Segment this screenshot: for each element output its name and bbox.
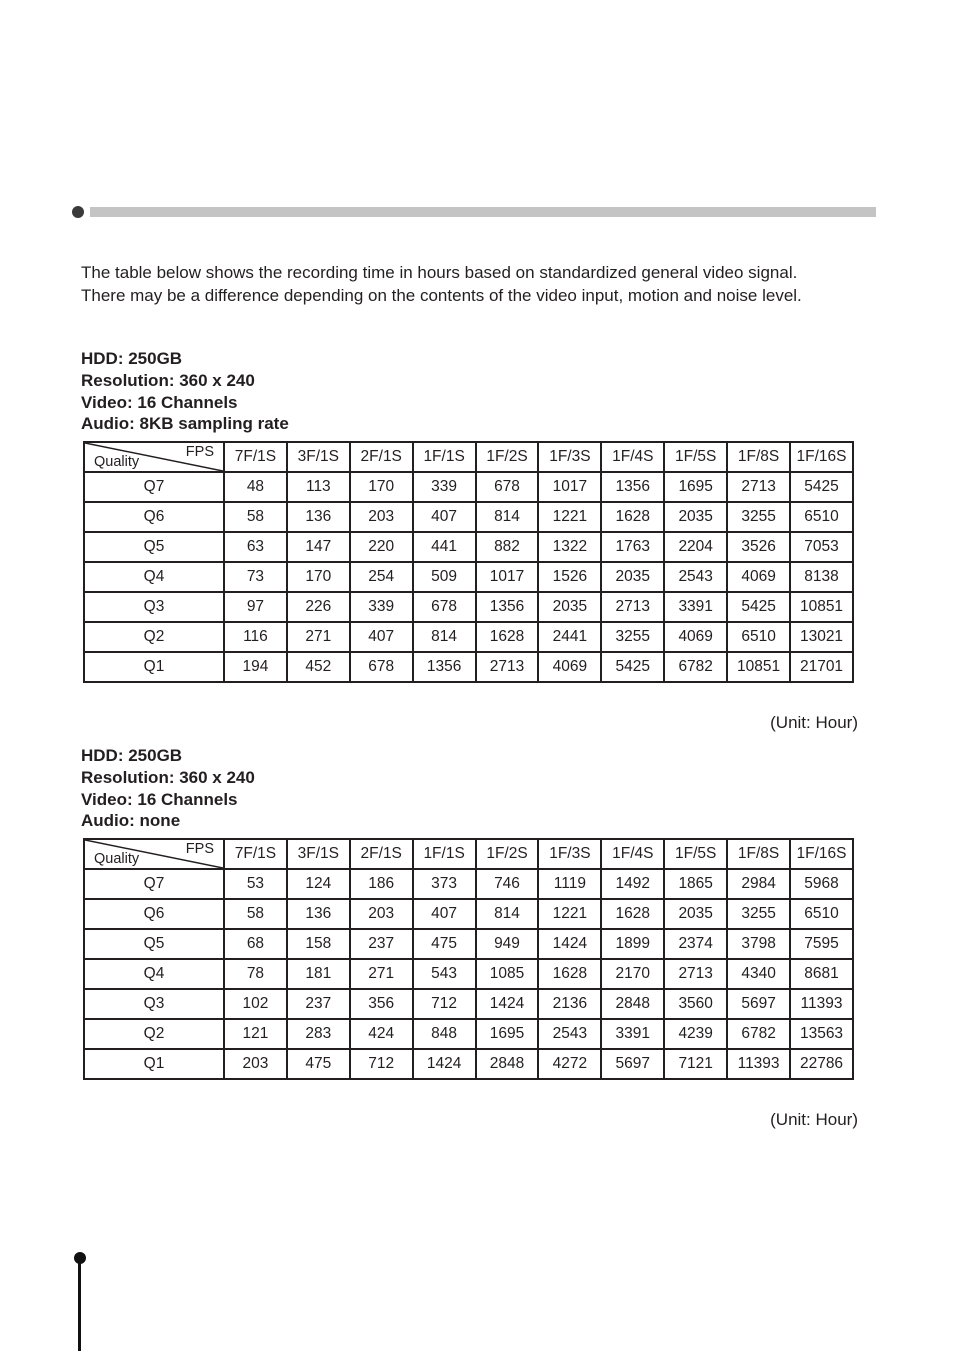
column-header: 1F/8S	[727, 839, 790, 869]
quality-level-cell: Q1	[84, 652, 224, 682]
hours-cell: 3391	[664, 592, 727, 622]
hours-cell: 407	[350, 622, 413, 652]
hours-cell: 8138	[790, 562, 853, 592]
fps-label: FPS	[185, 444, 214, 460]
hours-cell: 1526	[538, 562, 601, 592]
hours-cell: 11393	[727, 1049, 790, 1079]
table-row	[84, 562, 853, 592]
spec-line: HDD: 250GB	[81, 349, 183, 368]
hours-cell: 2713	[476, 652, 539, 682]
hours-cell: 1865	[664, 869, 727, 899]
table-row	[84, 592, 853, 622]
column-header: 1F/3S	[538, 442, 601, 472]
hours-cell: 339	[350, 592, 413, 622]
hours-cell: 407	[413, 502, 476, 532]
hours-cell: 186	[350, 869, 413, 899]
column-header: 1F/16S	[790, 442, 853, 472]
hours-cell: 475	[287, 1049, 350, 1079]
hours-cell: 746	[476, 869, 539, 899]
hours-cell: 6782	[664, 652, 727, 682]
corner-header-cell	[84, 839, 224, 869]
column-header: 3F/1S	[287, 839, 350, 869]
hours-cell: 1085	[476, 959, 539, 989]
hours-cell: 102	[224, 989, 287, 1019]
hours-cell: 1695	[476, 1019, 539, 1049]
hours-cell: 1119	[538, 869, 601, 899]
hours-cell: 1492	[601, 869, 664, 899]
hours-cell: 158	[287, 929, 350, 959]
table-row	[84, 472, 853, 502]
hours-cell: 136	[287, 502, 350, 532]
table-row	[84, 502, 853, 532]
spec-line: Video: 16 Channels	[81, 789, 238, 809]
quality-label: Quality	[94, 454, 140, 470]
hours-cell: 5968	[790, 869, 853, 899]
column-header: 1F/2S	[476, 839, 539, 869]
spec-block	[81, 348, 289, 435]
table-row	[84, 869, 853, 899]
hours-cell: 2848	[476, 1049, 539, 1079]
quality-level-cell: Q1	[84, 1049, 224, 1079]
hours-cell: 882	[476, 532, 539, 562]
hours-cell: 3255	[601, 622, 664, 652]
column-header: 1F/8S	[727, 442, 790, 472]
quality-level-cell: Q4	[84, 959, 224, 989]
hours-cell: 1356	[476, 592, 539, 622]
hours-cell: 8681	[790, 959, 853, 989]
hours-cell: 4239	[664, 1019, 727, 1049]
hours-cell: 2713	[664, 959, 727, 989]
hours-cell: 1221	[538, 899, 601, 929]
hours-cell: 58	[224, 899, 287, 929]
quality-level-cell: Q5	[84, 929, 224, 959]
hours-cell: 7121	[664, 1049, 727, 1079]
hours-cell: 5425	[790, 472, 853, 502]
table-row	[84, 1049, 853, 1079]
hours-cell: 949	[476, 929, 539, 959]
hours-cell: 339	[413, 472, 476, 502]
hours-cell: 3526	[727, 532, 790, 562]
hours-cell: 712	[413, 989, 476, 1019]
column-header: 1F/4S	[601, 839, 664, 869]
quality-level-cell: Q2	[84, 622, 224, 652]
hours-cell: 10851	[790, 592, 853, 622]
hours-cell: 452	[287, 652, 350, 682]
hours-cell: 712	[350, 1049, 413, 1079]
hours-cell: 4069	[727, 562, 790, 592]
hours-cell: 373	[413, 869, 476, 899]
hours-cell: 5425	[601, 652, 664, 682]
hours-cell: 475	[413, 929, 476, 959]
hours-cell: 1628	[601, 899, 664, 929]
recording-time-table	[83, 441, 854, 683]
hours-cell: 2374	[664, 929, 727, 959]
table-row	[84, 899, 853, 929]
hours-cell: 678	[476, 472, 539, 502]
column-header: 1F/16S	[790, 839, 853, 869]
hours-cell: 13021	[790, 622, 853, 652]
hours-cell: 1628	[538, 959, 601, 989]
hours-cell: 58	[224, 502, 287, 532]
hours-cell: 97	[224, 592, 287, 622]
hours-cell: 3798	[727, 929, 790, 959]
column-header: 7F/1S	[224, 442, 287, 472]
hours-cell: 2035	[601, 562, 664, 592]
hours-cell: 13563	[790, 1019, 853, 1049]
hours-cell: 1424	[476, 989, 539, 1019]
column-header: 1F/5S	[664, 839, 727, 869]
bullet-dot-icon	[72, 206, 84, 218]
hours-cell: 1017	[476, 562, 539, 592]
hours-cell: 147	[287, 532, 350, 562]
hours-cell: 2035	[664, 899, 727, 929]
hours-cell: 2035	[538, 592, 601, 622]
column-header: 1F/3S	[538, 839, 601, 869]
spec-line: Audio: none	[81, 811, 181, 831]
intro-paragraph	[81, 262, 802, 307]
hours-cell: 237	[350, 929, 413, 959]
quality-level-cell: Q2	[84, 1019, 224, 1049]
hours-cell: 6510	[727, 622, 790, 652]
hours-cell: 1424	[538, 929, 601, 959]
hours-cell: 1424	[413, 1049, 476, 1079]
hours-cell: 2713	[727, 472, 790, 502]
hours-cell: 814	[476, 502, 539, 532]
hours-cell: 543	[413, 959, 476, 989]
hours-cell: 6510	[790, 899, 853, 929]
hours-cell: 53	[224, 869, 287, 899]
spec-line: Resolution: 360 x 240	[81, 767, 255, 787]
hours-cell: 424	[350, 1019, 413, 1049]
hours-cell: 2848	[601, 989, 664, 1019]
hours-cell: 271	[287, 622, 350, 652]
intro-line-2: There may be a difference depending on the contents of the video input, motion and noise level.	[81, 285, 802, 305]
hours-cell: 7595	[790, 929, 853, 959]
hours-cell: 226	[287, 592, 350, 622]
hours-cell: 3560	[664, 989, 727, 1019]
table-row	[84, 652, 853, 682]
spec-line: Resolution: 360 x 240	[81, 370, 255, 390]
hours-cell: 2170	[601, 959, 664, 989]
quality-label: Quality	[94, 851, 140, 867]
hours-cell: 2984	[727, 869, 790, 899]
hours-cell: 3255	[727, 899, 790, 929]
hours-cell: 6782	[727, 1019, 790, 1049]
hours-cell: 203	[350, 502, 413, 532]
column-header: 1F/1S	[413, 442, 476, 472]
hours-cell: 4272	[538, 1049, 601, 1079]
hours-cell: 814	[476, 899, 539, 929]
recording-time-table	[83, 838, 854, 1080]
hours-cell: 1017	[538, 472, 601, 502]
hours-cell: 283	[287, 1019, 350, 1049]
quality-level-cell: Q7	[84, 472, 224, 502]
header-row	[84, 442, 853, 472]
hours-cell: 4069	[538, 652, 601, 682]
hours-cell: 124	[287, 869, 350, 899]
spec-block	[81, 745, 255, 832]
hours-cell: 2543	[664, 562, 727, 592]
hours-cell: 441	[413, 532, 476, 562]
hours-cell: 121	[224, 1019, 287, 1049]
hours-cell: 2035	[664, 502, 727, 532]
column-header: 3F/1S	[287, 442, 350, 472]
column-header: 7F/1S	[224, 839, 287, 869]
table-row	[84, 989, 853, 1019]
unit-note: (Unit: Hour)	[770, 1110, 858, 1129]
hours-cell: 678	[350, 652, 413, 682]
corner-header-cell	[84, 442, 224, 472]
hours-cell: 113	[287, 472, 350, 502]
hours-cell: 2204	[664, 532, 727, 562]
column-header: 1F/4S	[601, 442, 664, 472]
quality-level-cell: Q3	[84, 592, 224, 622]
column-header: 2F/1S	[350, 442, 413, 472]
spec-line: HDD: 250GB	[81, 746, 183, 765]
hours-cell: 10851	[727, 652, 790, 682]
hours-cell: 848	[413, 1019, 476, 1049]
hours-cell: 68	[224, 929, 287, 959]
hours-cell: 1899	[601, 929, 664, 959]
hours-cell: 3391	[601, 1019, 664, 1049]
hours-cell: 254	[350, 562, 413, 592]
spec-line: Audio: 8KB sampling rate	[81, 414, 289, 434]
hours-cell: 4069	[664, 622, 727, 652]
column-header: 2F/1S	[350, 839, 413, 869]
hours-cell: 11393	[790, 989, 853, 1019]
hours-cell: 2441	[538, 622, 601, 652]
quality-level-cell: Q6	[84, 502, 224, 532]
hours-cell: 271	[350, 959, 413, 989]
quality-level-cell: Q5	[84, 532, 224, 562]
hours-cell: 407	[413, 899, 476, 929]
hours-cell: 1628	[476, 622, 539, 652]
table-row	[84, 959, 853, 989]
intro-line-1: The table below shows the recording time in hours based on standardized general video signal.	[81, 263, 798, 282]
hours-cell: 5697	[727, 989, 790, 1019]
hours-cell: 678	[413, 592, 476, 622]
hours-cell: 814	[413, 622, 476, 652]
hours-cell: 116	[224, 622, 287, 652]
hours-cell: 1221	[538, 502, 601, 532]
hours-cell: 1695	[664, 472, 727, 502]
hours-cell: 73	[224, 562, 287, 592]
hours-cell: 48	[224, 472, 287, 502]
hours-cell: 7053	[790, 532, 853, 562]
hours-cell: 3255	[727, 502, 790, 532]
hours-cell: 4340	[727, 959, 790, 989]
quality-level-cell: Q7	[84, 869, 224, 899]
quality-level-cell: Q6	[84, 899, 224, 929]
hours-cell: 136	[287, 899, 350, 929]
header-rule	[90, 207, 876, 217]
column-header: 1F/2S	[476, 442, 539, 472]
table-row	[84, 532, 853, 562]
hours-cell: 203	[224, 1049, 287, 1079]
table-row	[84, 929, 853, 959]
hours-cell: 203	[350, 899, 413, 929]
hours-cell: 1356	[601, 472, 664, 502]
table-row	[84, 622, 853, 652]
hours-cell: 1763	[601, 532, 664, 562]
hours-cell: 78	[224, 959, 287, 989]
column-header: 1F/1S	[413, 839, 476, 869]
hours-cell: 1322	[538, 532, 601, 562]
fps-label: FPS	[185, 841, 214, 857]
hours-cell: 220	[350, 532, 413, 562]
quality-level-cell: Q3	[84, 989, 224, 1019]
hours-cell: 6510	[790, 502, 853, 532]
section-header-bar	[72, 206, 876, 218]
hours-cell: 21701	[790, 652, 853, 682]
hours-cell: 509	[413, 562, 476, 592]
hours-cell: 1356	[413, 652, 476, 682]
hours-cell: 170	[350, 472, 413, 502]
hours-cell: 63	[224, 532, 287, 562]
footer-rule	[78, 1258, 81, 1351]
spec-line: Video: 16 Channels	[81, 392, 238, 412]
unit-note: (Unit: Hour)	[770, 713, 858, 732]
table-row	[84, 1019, 853, 1049]
hours-cell: 1628	[601, 502, 664, 532]
quality-level-cell: Q4	[84, 562, 224, 592]
hours-cell: 5425	[727, 592, 790, 622]
hours-cell: 194	[224, 652, 287, 682]
hours-cell: 237	[287, 989, 350, 1019]
hours-cell: 181	[287, 959, 350, 989]
header-row	[84, 839, 853, 869]
hours-cell: 2136	[538, 989, 601, 1019]
hours-cell: 356	[350, 989, 413, 1019]
hours-cell: 170	[287, 562, 350, 592]
hours-cell: 2543	[538, 1019, 601, 1049]
hours-cell: 22786	[790, 1049, 853, 1079]
hours-cell: 2713	[601, 592, 664, 622]
column-header: 1F/5S	[664, 442, 727, 472]
hours-cell: 5697	[601, 1049, 664, 1079]
